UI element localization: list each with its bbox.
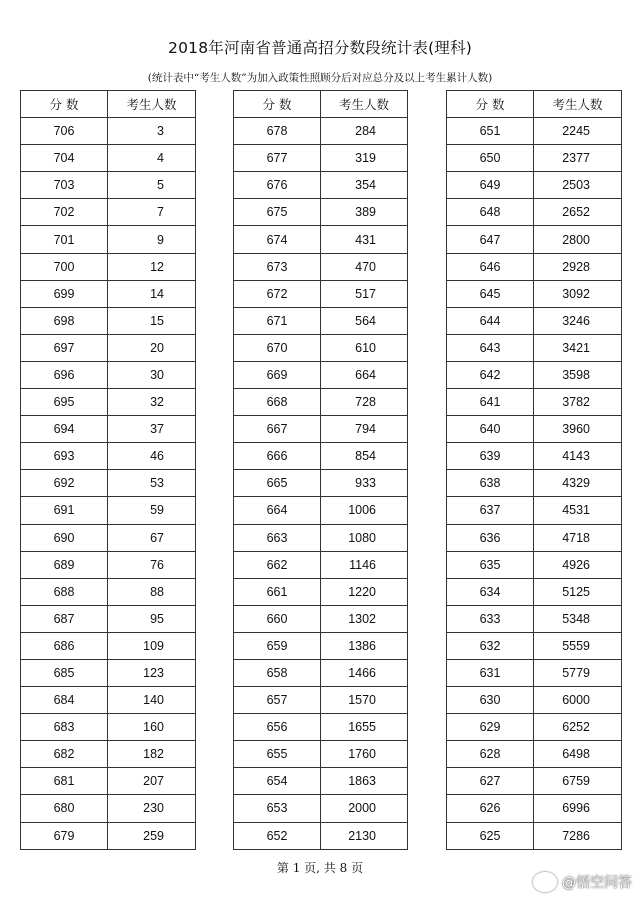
score-cell: 676 xyxy=(234,172,321,199)
score-cell: 693 xyxy=(21,443,108,470)
count-cell: 6759 xyxy=(534,768,622,795)
table-row xyxy=(21,416,196,443)
score-cell: 666 xyxy=(234,443,321,470)
count-cell: 3960 xyxy=(534,416,622,443)
count-cell: 5 xyxy=(108,172,196,199)
watermark xyxy=(533,872,632,892)
table-row xyxy=(21,361,196,388)
header-count: 考生人数 xyxy=(534,91,622,118)
score-cell: 643 xyxy=(447,334,534,361)
count-cell: 9 xyxy=(108,226,196,253)
table-row xyxy=(21,443,196,470)
score-cell: 671 xyxy=(234,307,321,334)
count-cell: 5559 xyxy=(534,632,622,659)
table-row xyxy=(234,443,408,470)
score-cell: 663 xyxy=(234,524,321,551)
count-cell: 1655 xyxy=(321,714,408,741)
count-cell: 4329 xyxy=(534,470,622,497)
table-row xyxy=(447,172,622,199)
count-cell: 1302 xyxy=(321,605,408,632)
table-row xyxy=(234,551,408,578)
count-cell: 4531 xyxy=(534,497,622,524)
count-cell: 354 xyxy=(321,172,408,199)
count-cell: 259 xyxy=(108,822,196,849)
table-row xyxy=(21,551,196,578)
count-cell: 182 xyxy=(108,741,196,768)
count-cell: 88 xyxy=(108,578,196,605)
count-cell: 160 xyxy=(108,714,196,741)
count-cell: 794 xyxy=(321,416,408,443)
count-cell: 6996 xyxy=(534,795,622,822)
header-row xyxy=(447,91,622,118)
table-row xyxy=(447,199,622,226)
score-table-1 xyxy=(20,90,196,850)
table-row xyxy=(21,687,196,714)
score-cell: 639 xyxy=(447,443,534,470)
score-cell: 646 xyxy=(447,253,534,280)
count-cell: 431 xyxy=(321,226,408,253)
count-cell: 6000 xyxy=(534,687,622,714)
score-cell: 679 xyxy=(21,822,108,849)
score-cell: 684 xyxy=(21,687,108,714)
table-row xyxy=(447,334,622,361)
count-cell: 2130 xyxy=(321,822,408,849)
count-cell: 517 xyxy=(321,280,408,307)
count-cell: 2503 xyxy=(534,172,622,199)
table-row xyxy=(21,768,196,795)
score-cell: 664 xyxy=(234,497,321,524)
table-row xyxy=(21,334,196,361)
score-cell: 698 xyxy=(21,307,108,334)
table-row xyxy=(447,389,622,416)
count-cell: 76 xyxy=(108,551,196,578)
count-cell: 5125 xyxy=(534,578,622,605)
count-cell: 2652 xyxy=(534,199,622,226)
table-row xyxy=(21,795,196,822)
score-cell: 656 xyxy=(234,714,321,741)
count-cell: 6252 xyxy=(534,714,622,741)
score-cell: 678 xyxy=(234,118,321,145)
score-table-2 xyxy=(233,90,408,850)
header-score: 分 数 xyxy=(447,91,534,118)
count-cell: 3421 xyxy=(534,334,622,361)
table-row xyxy=(234,416,408,443)
count-cell: 1863 xyxy=(321,768,408,795)
count-cell: 32 xyxy=(108,389,196,416)
table-row xyxy=(21,524,196,551)
score-cell: 670 xyxy=(234,334,321,361)
table-row xyxy=(21,145,196,172)
table-row xyxy=(234,199,408,226)
score-cell: 672 xyxy=(234,280,321,307)
header-count: 考生人数 xyxy=(108,91,196,118)
score-cell: 627 xyxy=(447,768,534,795)
score-cell: 626 xyxy=(447,795,534,822)
table-row xyxy=(447,443,622,470)
table-row xyxy=(447,632,622,659)
table-row xyxy=(447,578,622,605)
table-row xyxy=(447,470,622,497)
score-cell: 662 xyxy=(234,551,321,578)
table-row xyxy=(447,605,622,632)
score-cell: 661 xyxy=(234,578,321,605)
score-cell: 694 xyxy=(21,416,108,443)
count-cell: 1006 xyxy=(321,497,408,524)
table-row xyxy=(21,632,196,659)
wukong-logo-icon xyxy=(533,872,557,892)
score-cell: 669 xyxy=(234,361,321,388)
table-row xyxy=(21,714,196,741)
score-cell: 675 xyxy=(234,199,321,226)
score-cell: 682 xyxy=(21,741,108,768)
table-row xyxy=(21,822,196,849)
table-row xyxy=(234,795,408,822)
score-cell: 687 xyxy=(21,605,108,632)
score-cell: 702 xyxy=(21,199,108,226)
score-cell: 655 xyxy=(234,741,321,768)
score-cell: 640 xyxy=(447,416,534,443)
table-row xyxy=(447,226,622,253)
count-cell: 2245 xyxy=(534,118,622,145)
score-cell: 701 xyxy=(21,226,108,253)
table-row xyxy=(234,389,408,416)
count-cell: 1146 xyxy=(321,551,408,578)
table-row xyxy=(21,199,196,226)
score-cell: 688 xyxy=(21,578,108,605)
score-cell: 637 xyxy=(447,497,534,524)
score-cell: 667 xyxy=(234,416,321,443)
header-count: 考生人数 xyxy=(321,91,408,118)
score-cell: 634 xyxy=(447,578,534,605)
count-cell: 14 xyxy=(108,280,196,307)
count-cell: 37 xyxy=(108,416,196,443)
header-row xyxy=(21,91,196,118)
table-row xyxy=(447,145,622,172)
count-cell: 30 xyxy=(108,361,196,388)
score-cell: 695 xyxy=(21,389,108,416)
table-row xyxy=(21,172,196,199)
table-row xyxy=(234,714,408,741)
score-cell: 653 xyxy=(234,795,321,822)
score-cell: 660 xyxy=(234,605,321,632)
table-row xyxy=(234,741,408,768)
count-cell: 1220 xyxy=(321,578,408,605)
table-row xyxy=(447,768,622,795)
count-cell: 15 xyxy=(108,307,196,334)
table-row xyxy=(447,280,622,307)
table-row xyxy=(21,280,196,307)
page-subtitle: (统计表中“考生人数”为加入政策性照顾分后对应总分及以上考生累计人数) xyxy=(147,72,493,84)
score-table-3 xyxy=(446,90,622,850)
score-cell: 674 xyxy=(234,226,321,253)
count-cell: 389 xyxy=(321,199,408,226)
table-row xyxy=(447,822,622,849)
count-cell: 728 xyxy=(321,389,408,416)
count-cell: 610 xyxy=(321,334,408,361)
table-row xyxy=(447,361,622,388)
count-cell: 59 xyxy=(108,497,196,524)
table-row xyxy=(447,687,622,714)
count-cell: 95 xyxy=(108,605,196,632)
table-row xyxy=(21,253,196,280)
table-row xyxy=(447,551,622,578)
count-cell: 664 xyxy=(321,361,408,388)
score-cell: 692 xyxy=(21,470,108,497)
count-cell: 470 xyxy=(321,253,408,280)
table-row xyxy=(447,253,622,280)
count-cell: 109 xyxy=(108,632,196,659)
score-cell: 668 xyxy=(234,389,321,416)
table-row xyxy=(447,524,622,551)
count-cell: 7286 xyxy=(534,822,622,849)
table-row xyxy=(21,659,196,686)
table-row xyxy=(21,605,196,632)
count-cell: 12 xyxy=(108,253,196,280)
count-cell: 1386 xyxy=(321,632,408,659)
score-cell: 686 xyxy=(21,632,108,659)
table-row xyxy=(234,280,408,307)
count-cell: 2000 xyxy=(321,795,408,822)
count-cell: 67 xyxy=(108,524,196,551)
count-cell: 564 xyxy=(321,307,408,334)
table-row xyxy=(21,497,196,524)
table-row xyxy=(21,578,196,605)
score-cell: 680 xyxy=(21,795,108,822)
count-cell: 5779 xyxy=(534,659,622,686)
score-cell: 647 xyxy=(447,226,534,253)
count-cell: 3782 xyxy=(534,389,622,416)
watermark-text: @悟空问答 xyxy=(562,875,632,891)
score-cell: 673 xyxy=(234,253,321,280)
count-cell: 140 xyxy=(108,687,196,714)
count-cell: 5348 xyxy=(534,605,622,632)
count-cell: 1570 xyxy=(321,687,408,714)
table-row xyxy=(234,578,408,605)
count-cell: 6498 xyxy=(534,741,622,768)
score-cell: 629 xyxy=(447,714,534,741)
count-cell: 1760 xyxy=(321,741,408,768)
table-row xyxy=(234,172,408,199)
count-cell: 4926 xyxy=(534,551,622,578)
score-cell: 704 xyxy=(21,145,108,172)
table-row xyxy=(21,118,196,145)
score-cell: 654 xyxy=(234,768,321,795)
page-title: 2018年河南省普通高招分数段统计表(理科) xyxy=(168,39,472,57)
score-cell: 630 xyxy=(447,687,534,714)
score-cell: 677 xyxy=(234,145,321,172)
table-row xyxy=(234,687,408,714)
count-cell: 123 xyxy=(108,659,196,686)
score-cell: 648 xyxy=(447,199,534,226)
table-row xyxy=(234,822,408,849)
score-cell: 628 xyxy=(447,741,534,768)
header-score: 分 数 xyxy=(234,91,321,118)
score-cell: 685 xyxy=(21,659,108,686)
table-row xyxy=(447,497,622,524)
table-row xyxy=(234,524,408,551)
table-row xyxy=(234,253,408,280)
score-cell: 696 xyxy=(21,361,108,388)
score-cell: 644 xyxy=(447,307,534,334)
score-cell: 633 xyxy=(447,605,534,632)
score-cell: 691 xyxy=(21,497,108,524)
count-cell: 1466 xyxy=(321,659,408,686)
table-row xyxy=(21,741,196,768)
count-cell: 53 xyxy=(108,470,196,497)
table-row xyxy=(234,334,408,361)
page-footer: 第 1 页, 共 8 页 xyxy=(276,861,364,875)
count-cell: 4 xyxy=(108,145,196,172)
table-row xyxy=(447,659,622,686)
count-cell: 4718 xyxy=(534,524,622,551)
score-cell: 651 xyxy=(447,118,534,145)
score-cell: 635 xyxy=(447,551,534,578)
table-row xyxy=(447,416,622,443)
count-cell: 2928 xyxy=(534,253,622,280)
count-cell: 7 xyxy=(108,199,196,226)
table-row xyxy=(447,795,622,822)
score-cell: 641 xyxy=(447,389,534,416)
score-cell: 703 xyxy=(21,172,108,199)
score-cell: 689 xyxy=(21,551,108,578)
count-cell: 933 xyxy=(321,470,408,497)
table-row xyxy=(447,714,622,741)
table-row xyxy=(21,226,196,253)
table-row xyxy=(234,470,408,497)
count-cell: 3246 xyxy=(534,307,622,334)
table-row xyxy=(234,118,408,145)
score-cell: 657 xyxy=(234,687,321,714)
count-cell: 230 xyxy=(108,795,196,822)
count-cell: 284 xyxy=(321,118,408,145)
score-cell: 652 xyxy=(234,822,321,849)
score-cell: 636 xyxy=(447,524,534,551)
score-cell: 649 xyxy=(447,172,534,199)
table-row xyxy=(21,307,196,334)
count-cell: 3 xyxy=(108,118,196,145)
count-cell: 2377 xyxy=(534,145,622,172)
table-row xyxy=(234,226,408,253)
header-score: 分 数 xyxy=(21,91,108,118)
table-row xyxy=(447,118,622,145)
score-cell: 690 xyxy=(21,524,108,551)
count-cell: 46 xyxy=(108,443,196,470)
count-cell: 854 xyxy=(321,443,408,470)
count-cell: 20 xyxy=(108,334,196,361)
table-row xyxy=(234,361,408,388)
score-cell: 659 xyxy=(234,632,321,659)
score-cell: 697 xyxy=(21,334,108,361)
score-cell: 638 xyxy=(447,470,534,497)
count-cell: 319 xyxy=(321,145,408,172)
count-cell: 207 xyxy=(108,768,196,795)
table-row xyxy=(234,632,408,659)
score-cell: 642 xyxy=(447,361,534,388)
table-row xyxy=(234,497,408,524)
score-cell: 681 xyxy=(21,768,108,795)
table-row xyxy=(234,605,408,632)
table-row xyxy=(447,307,622,334)
score-cell: 700 xyxy=(21,253,108,280)
count-cell: 3092 xyxy=(534,280,622,307)
header-row xyxy=(234,91,408,118)
table-row xyxy=(234,768,408,795)
count-cell: 3598 xyxy=(534,361,622,388)
score-cell: 645 xyxy=(447,280,534,307)
table-row xyxy=(447,741,622,768)
table-row xyxy=(234,307,408,334)
score-cell: 665 xyxy=(234,470,321,497)
count-cell: 1080 xyxy=(321,524,408,551)
count-cell: 4143 xyxy=(534,443,622,470)
table-row xyxy=(21,470,196,497)
score-cell: 632 xyxy=(447,632,534,659)
score-cell: 706 xyxy=(21,118,108,145)
score-cell: 631 xyxy=(447,659,534,686)
table-row xyxy=(234,659,408,686)
table-row xyxy=(21,389,196,416)
score-cell: 683 xyxy=(21,714,108,741)
score-cell: 625 xyxy=(447,822,534,849)
score-cell: 650 xyxy=(447,145,534,172)
score-cell: 699 xyxy=(21,280,108,307)
table-row xyxy=(234,145,408,172)
score-cell: 658 xyxy=(234,659,321,686)
count-cell: 2800 xyxy=(534,226,622,253)
